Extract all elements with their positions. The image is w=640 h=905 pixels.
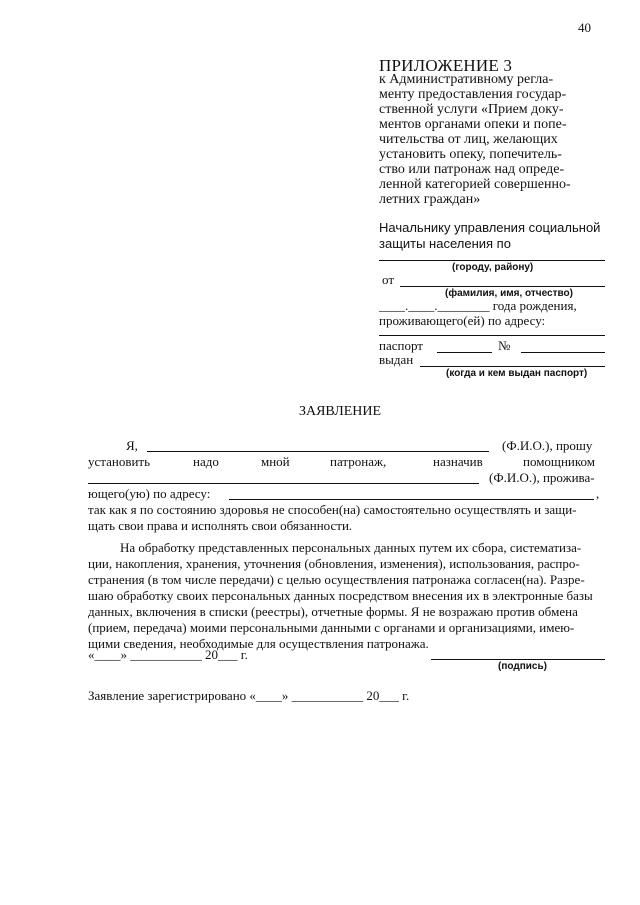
consent-line: щими сведения, необходимые для осуществления патронажа. xyxy=(88,636,429,651)
number-label: № xyxy=(498,338,511,353)
signature-caption: (подпись) xyxy=(498,661,547,672)
appendix-line: летних граждан» xyxy=(379,192,481,207)
consent-line: данных, включения в списки (реестры), отчетные формы. Я не возражаю против обмена xyxy=(88,604,578,619)
signature-line[interactable] xyxy=(431,659,605,660)
address-label: проживающего(ей) по адресу: xyxy=(379,313,546,328)
fio-request-text: (Ф.И.О.), прошу xyxy=(502,438,593,453)
address-comma: , xyxy=(596,486,600,501)
fio-caption: (фамилия, имя, отчество) xyxy=(445,288,573,299)
appendix-line: к Административному регла- xyxy=(379,72,554,87)
page-number: 40 xyxy=(578,20,591,35)
addressee-line: Начальнику управления социальной xyxy=(379,220,601,235)
statement-word: установить xyxy=(88,454,151,469)
consent-line: На обработку представленных персональных данных путем их сбора, систематиза- xyxy=(120,540,582,555)
appendix-line: ство или патронаж над опреде- xyxy=(379,162,565,177)
appendix-reference xyxy=(379,72,603,207)
passport-number-line[interactable] xyxy=(521,352,605,353)
from-label: от xyxy=(382,272,395,287)
consent-line: (прием, передача) моими персональными данными с органами и организациями, имею- xyxy=(88,620,575,635)
appendix-line: установить опеку, попечитель- xyxy=(379,147,562,162)
statement-title: ЗАЯВЛЕНИЕ xyxy=(298,404,382,419)
statement-word: надо xyxy=(193,454,219,469)
applicant-address-line[interactable] xyxy=(229,499,594,500)
appendix-title: ПРИЛОЖЕНИЕ 3 xyxy=(379,56,513,75)
registration-field[interactable]: Заявление зарегистрировано «____» ___________ 20___ г. xyxy=(88,688,410,703)
issued-caption: (когда и кем выдан паспорт) xyxy=(446,368,588,379)
appendix-line: ственной услуги «Прием доку- xyxy=(379,102,564,117)
consent-line: странения (в том числе передачи) с целью осуществления патронажа согласен(на). Разре- xyxy=(88,572,585,587)
assistant-fio-line[interactable] xyxy=(88,483,479,484)
appendix-line: чительства от лиц, желающих xyxy=(379,132,558,147)
assistant-fio-text: (Ф.И.О.), прожива- xyxy=(489,470,595,485)
birth-date-field[interactable]: ____.____.________ года рождения, xyxy=(379,298,577,313)
consent-line: ции, накопления, хранения, уточнения (обновления, изменения), использования, распро- xyxy=(88,556,580,571)
appendix-line: ленной категорией совершенно- xyxy=(379,177,571,192)
addressee-line: защиты населения по xyxy=(379,236,511,251)
statement-reason-line: щать свои права и исполнять свои обязанности. xyxy=(88,518,353,533)
appendix-line: менту предоставления государ- xyxy=(379,87,567,102)
date-field[interactable]: «____» ___________ 20___ г. xyxy=(88,647,248,662)
city-field-line[interactable] xyxy=(379,260,605,261)
consent-line: шаю обработку своих персональных данных посредством внесения их в электронные базы xyxy=(88,588,593,603)
address-field-line[interactable] xyxy=(379,335,605,336)
addressee-heading xyxy=(379,220,605,252)
statement-word: мной xyxy=(261,454,290,469)
issued-label: выдан xyxy=(379,352,414,367)
statement-word: патронаж, xyxy=(330,454,387,469)
statement-word: помощником xyxy=(523,454,595,469)
passport-series-line[interactable] xyxy=(437,352,492,353)
appendix-line: ментов органами опеки и попе- xyxy=(379,117,567,132)
issued-field-line[interactable] xyxy=(420,366,605,367)
applicant-fio-line[interactable] xyxy=(147,451,489,452)
fio-field-line[interactable] xyxy=(400,286,605,287)
statement-word: назначив xyxy=(433,454,483,469)
city-caption: (городу, району) xyxy=(452,262,534,273)
statement-i: Я, xyxy=(126,438,138,453)
statement-reason-line: так как я по состоянию здоровья не способен(на) самостоятельно осуществлять и защи- xyxy=(88,502,577,517)
address-text: ющего(ую) по адресу: xyxy=(88,486,211,501)
passport-label: паспорт xyxy=(379,338,423,353)
